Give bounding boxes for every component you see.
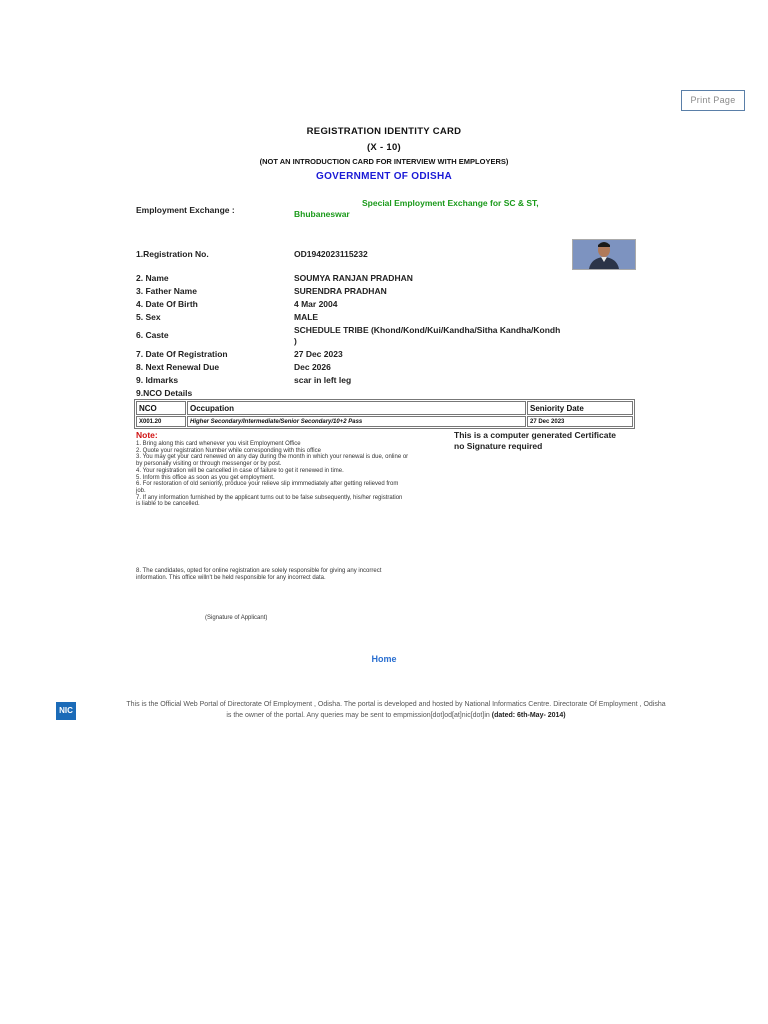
footer-text (70, 699, 722, 721)
list-item: job. (136, 487, 146, 494)
sex-label: 5. Sex (136, 312, 161, 322)
applicant-photo (572, 239, 636, 270)
reg-no-label: 1.Registration No. (136, 249, 209, 259)
nco-header: NCO (136, 401, 186, 415)
footer-line2: is the owner of the portal. Any queries may be sent to empmission[dot]od[at]nic[dot]in (226, 712, 490, 719)
list-item: 5. Inform this office as soon as you get employment. (136, 474, 275, 481)
note-item-8-line2: information. This office willn't be held responsible for any incorrect data. (136, 574, 326, 581)
nco-table-wrapper (134, 399, 635, 429)
nco-details-label: 9.NCO Details (136, 388, 193, 398)
idmarks-label: 9. Idmarks (136, 375, 179, 385)
dob-label: 4. Date Of Birth (136, 299, 198, 309)
computer-generated-note (454, 430, 616, 452)
renewal-value: Dec 2026 (294, 362, 331, 372)
nco-table (134, 399, 635, 429)
signature-label: (Signature of Applicant) (205, 615, 268, 621)
list-item: 1. Bring along this card whenever you visit Employment Office (136, 441, 301, 447)
list-item: 4. Your registration will be cancelled in case of failure to get it renewed in time. (136, 467, 344, 474)
father-name-value: SURENDRA PRADHAN (294, 286, 387, 296)
note-item-8 (136, 568, 456, 581)
renewal-label: 8. Next Renewal Due (136, 362, 220, 372)
occupation-cell: Higher Secondary/Intermediate/Senior Secondary/10+2 Pass (187, 416, 526, 427)
exchange-value-line2: Bhubaneswar (294, 209, 350, 219)
exchange-label: Employment Exchange : (136, 205, 235, 215)
nco-table-header-row (136, 401, 633, 415)
card-title: REGISTRATION IDENTITY CARD (306, 126, 462, 137)
name-value: SOUMYA RANJAN PRADHAN (294, 273, 413, 283)
reg-date-label: 7. Date Of Registration (136, 349, 228, 359)
computer-note-line1: This is a computer generated Certificate (454, 430, 617, 440)
occupation-header: Occupation (187, 401, 526, 415)
footer-line2-wrapper (70, 710, 722, 721)
card-note-line: (NOT AN INTRODUCTION CARD FOR INTERVIEW WITH EMPLOYERS) (259, 157, 509, 166)
exchange-value-line1: Special Employment Exchange for SC & ST, (362, 198, 539, 208)
list-item: 6. For restoration of old seniority, produce your relieve slip immmediately after getting relieved from (136, 481, 399, 488)
list-item: by personally visiting or through messenger or by post. (136, 461, 282, 468)
list-item: 3. You may get your card renewed on any day during the month in which your renewal is due, online or (136, 454, 409, 461)
note-title: Note: (136, 430, 158, 440)
caste-label: 6. Caste (136, 330, 169, 340)
caste-value-line1: SCHEDULE TRIBE (Khond/Kond/Kui/Kandha/Sitha Kandha/Kondh (294, 325, 561, 335)
dob-value: 4 Mar 2004 (294, 299, 338, 309)
footer-line1: This is the Official Web Portal of Directorate Of Employment , Odisha. The portal is developed and hosted by National Informatics Centre. Directorate Of Employment , Odisha (126, 701, 666, 708)
notes-list (136, 441, 456, 508)
card-subtitle: (X - 10) (366, 142, 402, 153)
sex-value: MALE (294, 312, 319, 322)
government-heading: GOVERNMENT OF ODISHA (315, 171, 452, 182)
caste-value-line2: ) (294, 336, 297, 346)
nic-logo: NIC (56, 702, 76, 720)
reg-date-value: 27 Dec 2023 (294, 349, 343, 359)
list-item: is liable to be cancelled. (136, 501, 200, 508)
computer-note-line2: no Signature required (454, 441, 543, 451)
list-item: 2. Quote your registration Number while corresponding with this office (136, 447, 321, 454)
reg-no-value: OD1942023115232 (294, 249, 368, 259)
seniority-date-cell: 27 Dec 2023 (527, 416, 633, 427)
table-row (136, 416, 633, 427)
seniority-date-header: Seniority Date (527, 401, 633, 415)
home-link[interactable]: Home (371, 654, 397, 664)
list-item: 7. If any information furnished by the applicant turns out to be false subsequently, his/her registration (136, 494, 403, 501)
note-item-8-line1: 8. The candidates, opted for online registration are solely responsible for giving any incorrect (136, 568, 382, 574)
father-name-label: 3. Father Name (136, 286, 197, 296)
idmarks-value: scar in left leg (294, 375, 352, 385)
nco-cell: X001.20 (136, 416, 186, 427)
name-label: 2. Name (136, 273, 169, 283)
footer-date: (dated: 6th-May- 2014) (491, 712, 566, 719)
print-page-button[interactable]: Print Page (681, 90, 745, 111)
